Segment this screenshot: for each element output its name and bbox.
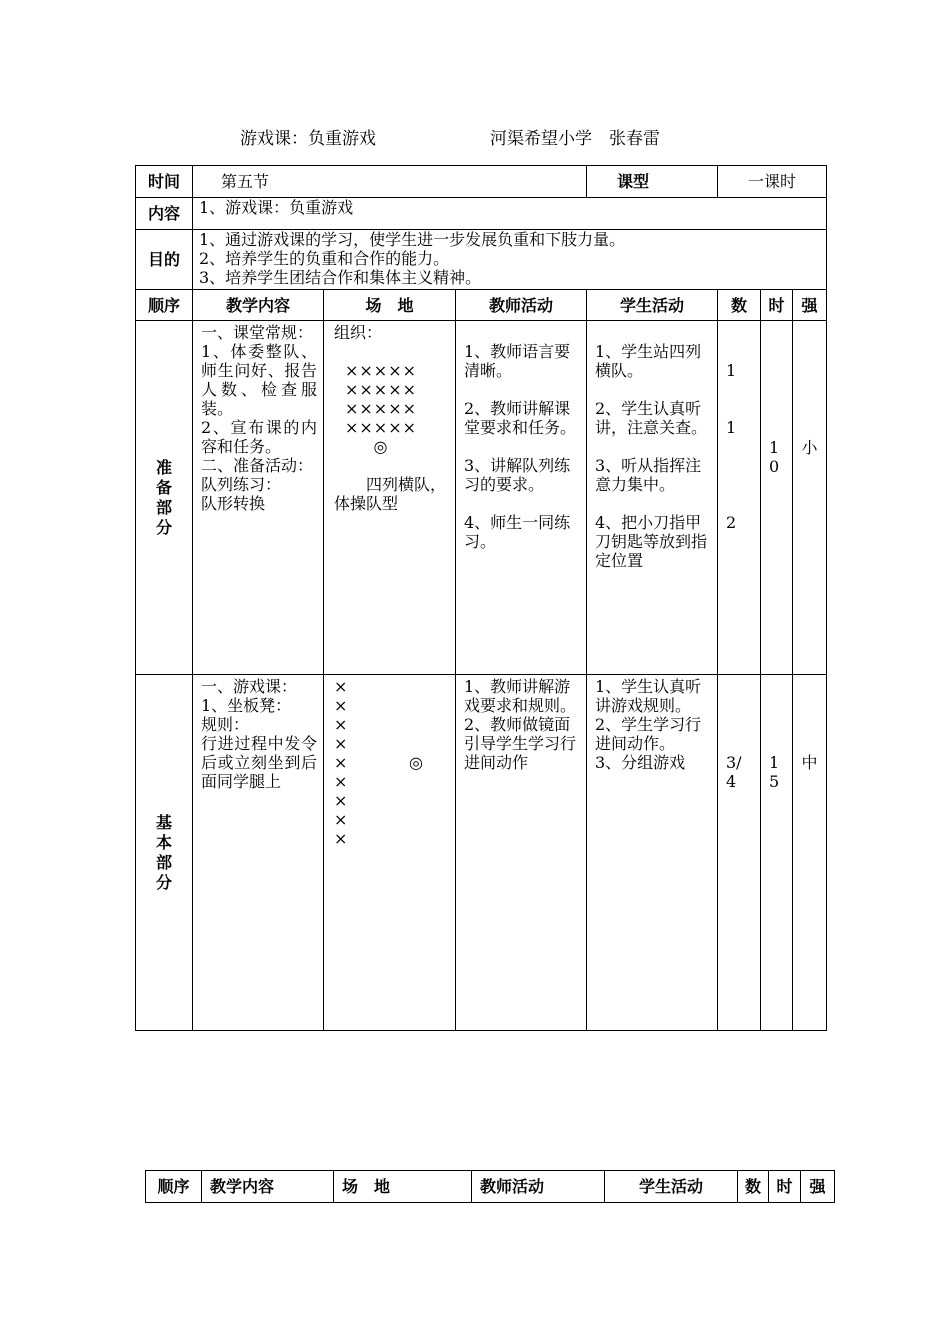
time-value: 第五节	[193, 166, 587, 198]
col-field: 场 地	[334, 1171, 472, 1203]
intensity-value: 中	[793, 675, 827, 1031]
col-teacher: 教师活动	[472, 1171, 605, 1203]
section-name: 准 备 部 分	[136, 321, 193, 675]
col-time: 时	[761, 290, 793, 321]
teaching-content: 一、游戏课： 1、坐板凳： 规则： 行进过程中发令后或立刻坐到后面同学腿上	[193, 675, 324, 1031]
col-time: 时	[769, 1171, 801, 1203]
col-intensity: 强	[793, 290, 827, 321]
content-value: 1、游戏课：负重游戏	[193, 198, 827, 230]
table-row	[136, 675, 827, 1031]
content-label: 内容	[136, 198, 193, 230]
table-row	[136, 321, 827, 675]
col-count: 数	[738, 1171, 769, 1203]
count-value: 3/ 4	[718, 675, 761, 1031]
count-value: 1 1 2	[718, 321, 761, 675]
col-order: 顺序	[136, 290, 193, 321]
col-student: 学生活动	[587, 290, 718, 321]
col-content: 教学内容	[193, 290, 324, 321]
school-author: 河渠希望小学 张春雷	[490, 129, 660, 149]
lesson-plan-table	[135, 165, 827, 1031]
intensity-value: 小	[793, 321, 827, 675]
continuation-header-table	[145, 1170, 835, 1203]
formation-diagram: × × × × × × × × ×	[334, 677, 348, 848]
col-count: 数	[718, 290, 761, 321]
formation-description: 四列横队，体操队型	[334, 475, 447, 513]
section-name: 基 本 部 分	[136, 675, 193, 1031]
teaching-content: 一、课堂常规： 1、体委整队、师生问好、报告人数、检查服装。 2、宣布课的内容和任务。 二、准备活动： 队列练习： 队形转换	[193, 321, 324, 675]
formation-diagram: ××××× ××××× ××××× ××××× ◎	[344, 361, 418, 456]
goal-text: 1、通过游戏课的学习，使学生进一步发展负重和下肢力量。 2、培养学生的负重和合作的能力。 3、培养学生团结合作和集体主义精神。	[193, 230, 827, 290]
col-intensity: 强	[801, 1171, 835, 1203]
type-value: 一课时	[718, 166, 827, 198]
col-content: 教学内容	[202, 1171, 334, 1203]
teacher-activity: 1、教师语言要清晰。 2、教师讲解课堂要求和任务。 3、讲解队列练习的要求。 4、师生一同练习。	[456, 321, 587, 675]
time-minutes: 1 5	[761, 675, 793, 1031]
student-activity: 1、学生站四列横队。 2、学生认真听讲，注意关查。 3、听从指挥注意力集中。 4、把小刀指甲刀钥匙等放到指定位置	[587, 321, 718, 675]
lesson-title: 游戏课：负重游戏	[240, 129, 376, 149]
time-label: 时间	[136, 166, 193, 198]
field-cell	[324, 675, 456, 1031]
time-minutes: 1 0	[761, 321, 793, 675]
type-label: 课型	[587, 166, 718, 198]
field-cell	[324, 321, 456, 675]
student-activity: 1、学生认真听讲游戏规则。 2、学生学习行进间动作。 3、分组游戏	[587, 675, 718, 1031]
col-order: 顺序	[146, 1171, 202, 1203]
goal-label: 目的	[136, 230, 193, 290]
col-student: 学生活动	[605, 1171, 738, 1203]
teacher-activity: 1、教师讲解游戏要求和规则。 2、教师做镜面引导学生学习行进间动作	[456, 675, 587, 1031]
col-teacher: 教师活动	[456, 290, 587, 321]
field-label: 组织：	[334, 323, 383, 342]
teacher-position-mark: ◎	[409, 753, 423, 772]
col-field: 场 地	[324, 290, 456, 321]
